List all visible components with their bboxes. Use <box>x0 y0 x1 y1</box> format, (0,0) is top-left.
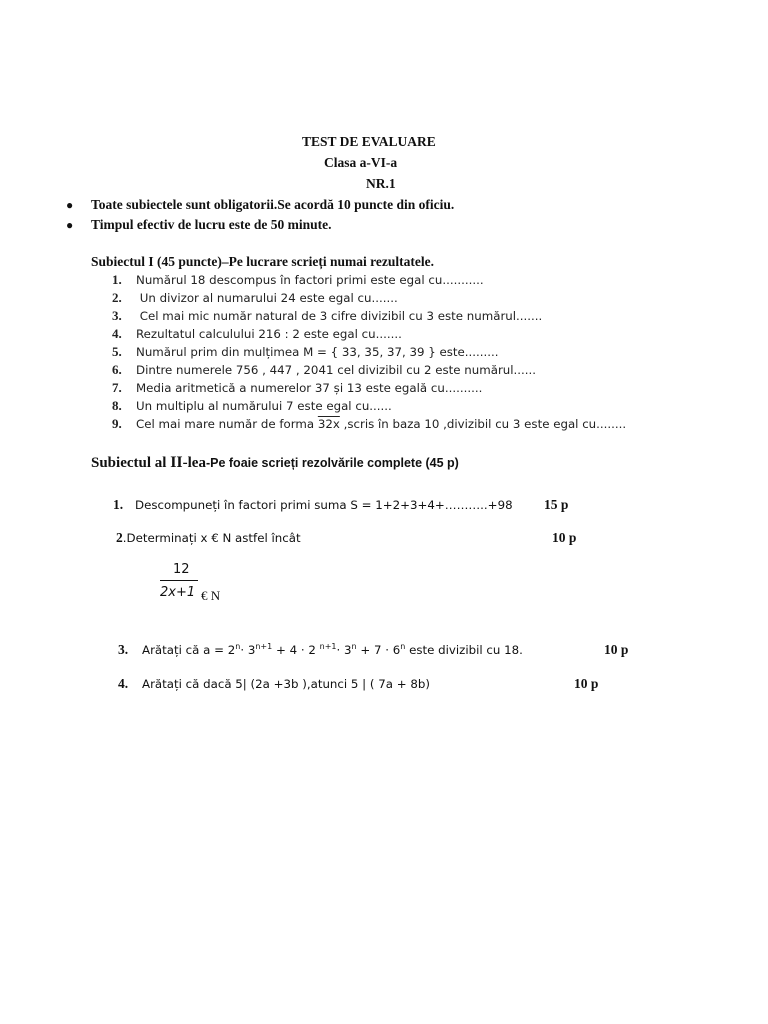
overline-number: 32x <box>317 417 340 431</box>
class-label: Clasa a-VI-a <box>324 155 398 170</box>
list-item <box>112 344 499 360</box>
item-text: Un multiplu al numărului 7 este egal cu...... <box>136 399 392 413</box>
subject2-item-4 <box>118 676 430 692</box>
list-item <box>112 362 536 378</box>
subject2-item-2 <box>116 530 301 546</box>
rule-text: Timpul efectiv de lucru este de 50 minute. <box>91 217 332 232</box>
subject1-heading: Subiectul I (45 puncte)–Pe lucrare scrieți numai rezultatele. <box>91 254 434 269</box>
list-item <box>112 380 482 396</box>
item-text: .Determinați x € N astfel încât <box>122 531 301 545</box>
fraction-bar <box>160 580 198 581</box>
subject2-item-3 <box>118 642 523 658</box>
item-text: Media aritmetică a numerelor 37 și 13 este egală cu.......... <box>136 381 483 395</box>
bullet-icon: ● <box>66 218 74 232</box>
item-number: 9. <box>112 416 122 431</box>
list-item <box>112 308 542 324</box>
bullet-icon: ● <box>66 198 74 212</box>
item-number: 1. <box>112 272 122 287</box>
list-item <box>112 272 484 288</box>
rule-item <box>66 197 454 213</box>
item-text: Numărul 18 descompus în factori primi este egal cu........... <box>136 273 484 287</box>
item-text: Rezultatul calculului 216 : 2 este egal cu....... <box>136 327 402 341</box>
list-item <box>112 326 402 342</box>
test-title: TEST DE EVALUARE <box>302 134 436 149</box>
points-label: 10 p <box>574 676 599 691</box>
item-number: 8. <box>112 398 122 413</box>
test-number: NR.1 <box>366 176 396 191</box>
rule-item <box>66 217 331 233</box>
points-label: 10 p <box>552 530 577 545</box>
item-number: 2 <box>116 530 123 545</box>
item-text: Descompuneți în factori primi suma S = 1+2+3+4+………..+98 <box>135 498 513 512</box>
item-number: 4. <box>112 326 122 341</box>
fraction-suffix: € N <box>201 588 221 603</box>
item-text: Cel mai mic număr natural de 3 cifre divizibil cu 3 este numărul....... <box>136 309 543 323</box>
item-number: 4. <box>118 676 129 691</box>
item-text: Arătați că dacă 5| (2a +3b ),atunci 5 | ( 7a + 8b) <box>142 677 430 691</box>
item-number: 6. <box>112 362 122 377</box>
item-number: 2. <box>112 290 122 305</box>
item-text: Un divizor al numarului 24 este egal cu....... <box>136 291 398 305</box>
item-number: 1. <box>113 497 124 512</box>
item-text: Dintre numerele 756 , 447 , 2041 cel divizibil cu 2 este numărul...... <box>136 363 537 377</box>
subject2-heading: Subiectul al II-lea-Pe foaie scrieți rezolvările complete (45 p) <box>91 454 459 471</box>
item-text: Numărul prim din mulțimea M = { 33, 35, 37, 39 } este......... <box>136 345 499 359</box>
item-number: 3. <box>112 308 122 323</box>
subject2-item-1 <box>113 497 513 513</box>
fraction-denominator: 2x+1 <box>160 585 196 600</box>
list-item <box>112 398 392 414</box>
item-text: Cel mai mare număr de forma 32x ,scris în baza 10 ,divizibil cu 3 este egal cu........ <box>136 417 627 431</box>
list-item <box>112 416 626 432</box>
item-number: 5. <box>112 344 122 359</box>
list-item <box>112 290 398 306</box>
fraction-numerator: 12 <box>173 562 190 577</box>
item-number: 3. <box>118 642 129 657</box>
item-number: 7. <box>112 380 122 395</box>
rule-text: Toate subiectele sunt obligatorii.Se acordă 10 puncte din oficiu. <box>91 197 455 212</box>
points-label: 15 p <box>544 497 569 512</box>
points-label: 10 p <box>604 642 629 657</box>
item-text: Arătați că $a = 2^n\cdot 3^{n+1} + 4 \cdot 2$ $^{n+1}\cdot 3^n + 7 \cdot 6^n$ este divizibil cu 18. <box>142 642 523 657</box>
